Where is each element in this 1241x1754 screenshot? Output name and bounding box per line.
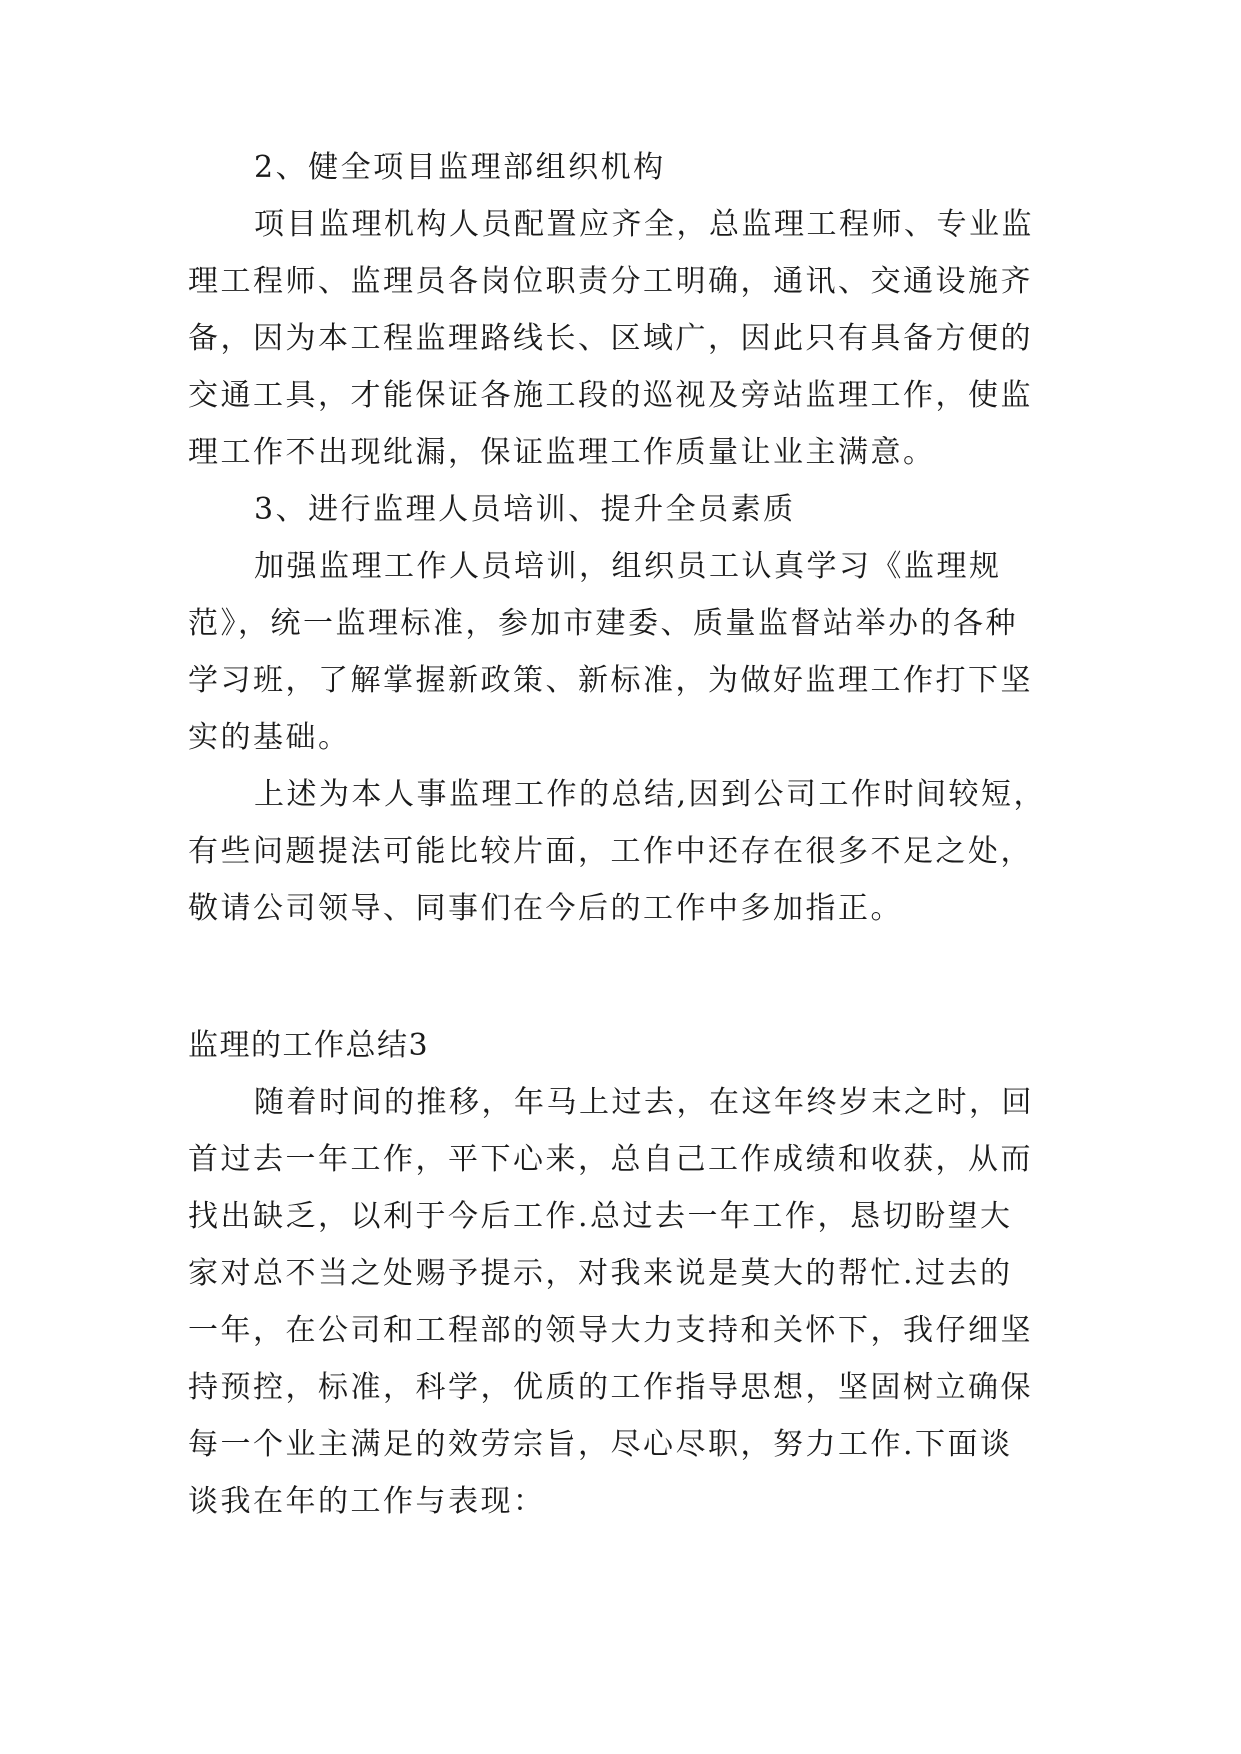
paragraph-line: 项目监理机构人员配置应齐全，总监理工程师、专业监 bbox=[254, 207, 1034, 242]
paragraph-line: 每一个业主满足的效劳宗旨，尽心尽职，努力工作.下面谈 bbox=[188, 1427, 1013, 1462]
paragraph-line: 交通工具，才能保证各施工段的巡视及旁站监理工作，使监 bbox=[188, 378, 1033, 413]
paragraph-line: 实的基础。 bbox=[188, 720, 351, 755]
paragraph-line: 有些问题提法可能比较片面，工作中还存在很多不足之处， bbox=[188, 834, 1033, 869]
paragraph-line: 理工作不出现纰漏，保证监理工作质量让业主满意。 bbox=[188, 435, 936, 470]
section-title: 监理的工作总结3 bbox=[188, 1028, 430, 1063]
paragraph-line: 学习班，了解掌握新政策、新标准，为做好监理工作打下坚 bbox=[188, 663, 1033, 698]
paragraph-line: 一年，在公司和工程部的领导大力支持和关怀下，我仔细坚 bbox=[188, 1313, 1033, 1348]
section-heading-2: 2、健全项目监理部组织机构 bbox=[254, 150, 666, 185]
paragraph-line: 加强监理工作人员培训，组织员工认真学习《监理规 bbox=[254, 549, 1002, 584]
paragraph-line: 找出缺乏，以利于今后工作.总过去一年工作，恳切盼望大 bbox=[188, 1199, 1013, 1234]
paragraph-line: 备，因为本工程监理路线长、区域广，因此只有具备方便的 bbox=[188, 321, 1033, 356]
section-heading-3: 3、进行监理人员培训、提升全员素质 bbox=[254, 492, 796, 527]
paragraph-line: 随着时间的推移，年马上过去，在这年终岁末之时，回 bbox=[254, 1085, 1034, 1120]
paragraph-line: 敬请公司领导、同事们在今后的工作中多加指正。 bbox=[188, 891, 903, 926]
paragraph-line: 范》，统一监理标准，参加市建委、质量监督站举办的各种 bbox=[188, 606, 1018, 641]
paragraph-line: 家对总不当之处赐予提示，对我来说是莫大的帮忙.过去的 bbox=[188, 1256, 1013, 1291]
paragraph-line: 上述为本人事监理工作的总结,因到公司工作时间较短， bbox=[254, 777, 1047, 812]
paragraph-line: 谈我在年的工作与表现： bbox=[188, 1484, 546, 1519]
paragraph-line: 理工程师、监理员各岗位职责分工明确，通讯、交通设施齐 bbox=[188, 264, 1033, 299]
paragraph-line: 首过去一年工作，平下心来，总自己工作成绩和收获，从而 bbox=[188, 1142, 1033, 1177]
paragraph-line: 持预控，标准，科学，优质的工作指导思想，坚固树立确保 bbox=[188, 1370, 1033, 1405]
